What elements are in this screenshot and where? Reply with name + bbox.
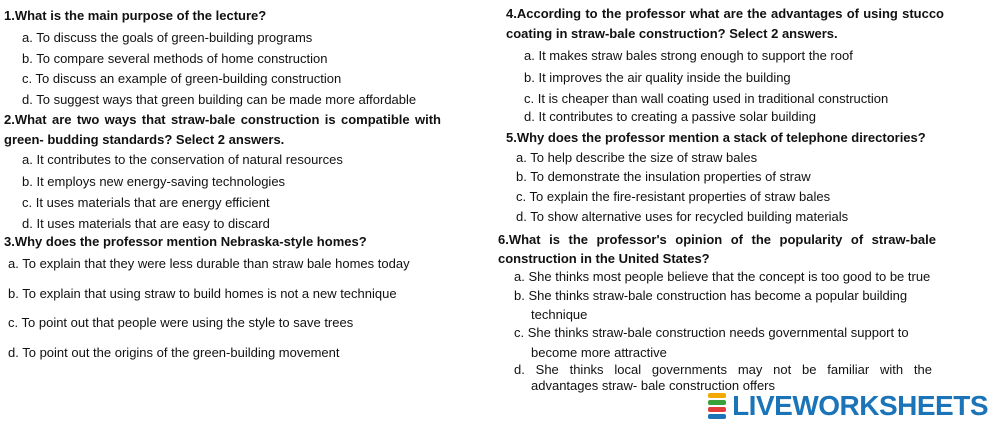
option-text: To discuss an example of green-building construction xyxy=(35,71,342,86)
q2-option-c[interactable] xyxy=(22,193,270,212)
option-letter: d. xyxy=(514,362,525,377)
option-letter: a. xyxy=(8,256,19,271)
q1-option-b[interactable] xyxy=(22,49,327,68)
option-text: It makes straw bales strong enough to support the roof xyxy=(538,48,853,63)
question-1-title: 1.What is the main purpose of the lecture? xyxy=(4,8,267,23)
q4-option-a[interactable] xyxy=(524,46,853,65)
option-letter: d. xyxy=(516,209,527,224)
option-text: It contributes to the conservation of natural resources xyxy=(36,152,343,167)
option-letter: a. xyxy=(22,152,33,167)
option-text: It uses materials that are easy to discard xyxy=(36,216,270,231)
q4-option-c[interactable] xyxy=(524,89,888,108)
option-letter: c. xyxy=(516,189,527,204)
option-letter: c. xyxy=(8,315,19,330)
q2-option-d[interactable] xyxy=(22,214,270,233)
q6-option-c-continuation: become more attractive xyxy=(531,345,667,360)
liveworksheets-logo-icon xyxy=(708,393,728,419)
option-letter: d. xyxy=(22,92,33,107)
option-letter: b. xyxy=(8,286,19,301)
q1-option-c[interactable] xyxy=(22,69,341,88)
question-6-title-line1: 6.What is the professor's opinion of the popularity of straw-bale xyxy=(498,232,936,247)
option-letter: a. xyxy=(516,150,527,165)
question-6-title-line2: construction in the United States? xyxy=(498,251,710,266)
option-text: It employs new energy-saving technologies xyxy=(36,174,286,189)
option-text: To discuss the goals of green-building programs xyxy=(36,30,313,45)
option-text: To show alternative uses for recycled building materials xyxy=(530,209,849,224)
q6-option-d-continuation: advantages straw- bale construction offers xyxy=(531,378,776,393)
option-text: To help describe the size of straw bales xyxy=(530,150,758,165)
option-text: To point out the origins of the green-building movement xyxy=(22,345,340,360)
question-2-title-line2: green- budding standards? Select 2 answers. xyxy=(4,132,285,147)
q2-option-a[interactable] xyxy=(22,150,343,169)
option-letter: d. xyxy=(8,345,19,360)
q5-option-b[interactable] xyxy=(516,167,811,186)
option-letter: c. xyxy=(22,195,33,210)
option-text: To demonstrate the insulation properties of straw xyxy=(530,169,811,184)
option-text: She thinks most people believe that the concept is too good to be true xyxy=(528,269,931,284)
option-text: She thinks straw-bale construction has become a popular building xyxy=(528,288,908,303)
q3-option-c[interactable] xyxy=(8,313,353,332)
q1-option-d[interactable] xyxy=(22,90,416,109)
option-text: It contributes to creating a passive solar building xyxy=(538,109,816,124)
q6-option-a[interactable] xyxy=(514,267,930,286)
option-text: To explain the fire-resistant properties of straw bales xyxy=(529,189,831,204)
option-letter: d. xyxy=(22,216,33,231)
option-letter: c. xyxy=(22,71,33,86)
option-letter: b. xyxy=(524,70,535,85)
q4-option-d[interactable] xyxy=(524,107,816,126)
option-letter: b. xyxy=(22,51,33,66)
q3-option-b[interactable] xyxy=(8,284,397,303)
q6-option-c[interactable] xyxy=(514,323,909,342)
q1-option-a[interactable] xyxy=(22,28,312,47)
option-letter: c. xyxy=(514,325,525,340)
option-text: To compare several methods of home construction xyxy=(36,51,328,66)
question-4-title-line1: 4.According to the professor what are the advantages of using stucco xyxy=(506,6,944,21)
q6-option-b[interactable] xyxy=(514,286,907,305)
q3-option-d[interactable] xyxy=(8,343,339,362)
question-4-title-line2: coating in straw-bale construction? Select 2 answers. xyxy=(506,26,838,41)
liveworksheets-logo-text: LIVEWORKSHEETS xyxy=(732,390,988,421)
option-letter: b. xyxy=(22,174,33,189)
option-text: It improves the air quality inside the building xyxy=(538,70,791,85)
option-text: To explain that using straw to build homes is not a new technique xyxy=(22,286,397,301)
question-2-title-line1: 2.What are two ways that straw-bale construction is compatible with xyxy=(4,112,441,127)
option-text: It is cheaper than wall coating used in traditional construction xyxy=(537,91,889,106)
option-letter: a. xyxy=(22,30,33,45)
option-text: It uses materials that are energy efficient xyxy=(35,195,270,210)
q5-option-d[interactable] xyxy=(516,207,848,226)
q5-option-c[interactable] xyxy=(516,187,830,206)
q2-option-b[interactable] xyxy=(22,172,285,191)
option-letter: a. xyxy=(514,269,525,284)
option-letter: b. xyxy=(516,169,527,184)
option-letter: d. xyxy=(524,109,535,124)
option-letter: b. xyxy=(514,288,525,303)
q3-option-a[interactable] xyxy=(8,254,410,273)
q6-option-b-continuation: technique xyxy=(531,307,588,322)
option-text: She thinks straw-bale construction needs governmental support to xyxy=(527,325,909,340)
liveworksheets-logo xyxy=(708,390,988,422)
option-text: To explain that they were less durable than straw bale homes today xyxy=(22,256,410,271)
q4-option-b[interactable] xyxy=(524,68,791,87)
option-text: To point out that people were using the style to save trees xyxy=(21,315,354,330)
q5-option-a[interactable] xyxy=(516,148,757,167)
option-letter: c. xyxy=(524,91,535,106)
question-5-title: 5.Why does the professor mention a stack of telephone directories? xyxy=(506,130,926,145)
option-text: She thinks local governments may not be familiar with the xyxy=(535,362,932,377)
option-text: To suggest ways that green building can be made more affordable xyxy=(36,92,417,107)
question-3-title: 3.Why does the professor mention Nebraska-style homes? xyxy=(4,234,367,249)
option-letter: a. xyxy=(524,48,535,63)
